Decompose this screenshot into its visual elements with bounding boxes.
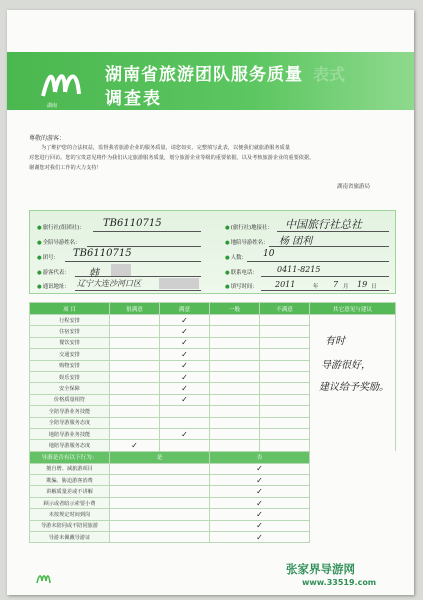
rating-cell[interactable]: [210, 337, 260, 348]
rating-cell[interactable]: [260, 406, 310, 417]
redaction-block: [159, 278, 199, 289]
local-guide-value[interactable]: 杨 团利: [279, 236, 313, 247]
check-mark-icon: ✓: [256, 464, 263, 474]
date-year[interactable]: 2011: [275, 280, 296, 289]
rating-cell[interactable]: [210, 349, 260, 360]
tour-no-value[interactable]: TB6110715: [103, 218, 162, 229]
row-item-label: 交通安排: [30, 349, 110, 360]
check-mark-icon: ✓: [131, 440, 138, 450]
rating-cell[interactable]: [210, 428, 260, 439]
check-mark-icon: ✓: [181, 338, 188, 348]
rating-cell[interactable]: [260, 383, 310, 394]
group-no-label: ●团号：: [37, 255, 59, 261]
rating-cell[interactable]: [260, 315, 310, 326]
table-row: [30, 520, 396, 531]
page-title: 湖南省旅游团队服务质量: [105, 65, 303, 85]
survey-form-sheet: [7, 10, 414, 595]
check-mark-icon: ✓: [181, 372, 188, 382]
answer-yes-cell[interactable]: [110, 497, 210, 508]
letter-body: [29, 143, 389, 173]
section2-yes-header: 是: [110, 451, 210, 463]
blank-cell: [310, 497, 396, 508]
table-header-row: [30, 303, 396, 315]
date-month[interactable]: 7: [333, 280, 339, 289]
behavior-item-label: 导游未陪同或不陪同旅游: [30, 520, 110, 531]
tour-no-label: ●旅行社(组团社)：: [37, 225, 85, 231]
comment-cell[interactable]: [310, 417, 396, 428]
agency-label: ●(旅行社)地接社：: [225, 225, 273, 231]
redaction-block: [111, 264, 131, 276]
rating-cell[interactable]: [260, 326, 310, 337]
rating-cell[interactable]: [160, 360, 210, 371]
answer-no-cell[interactable]: [210, 475, 310, 486]
table-row: [30, 463, 396, 474]
blank-cell: [310, 486, 396, 497]
answer-no-cell[interactable]: [210, 520, 310, 531]
row-item-label: 餐饮安排: [30, 337, 110, 348]
date-line: [261, 290, 389, 291]
comment-line-2[interactable]: 导游很好，: [321, 360, 371, 371]
row-item-label: 安全保障: [30, 383, 110, 394]
phone-label: ●联系电话：: [225, 270, 258, 276]
answer-yes-cell[interactable]: [110, 463, 210, 474]
rating-cell[interactable]: [160, 440, 210, 451]
rating-cell[interactable]: [110, 326, 160, 337]
rating-cell[interactable]: [160, 383, 210, 394]
table-row: [30, 532, 396, 543]
rating-cell[interactable]: [110, 371, 160, 382]
rating-cell[interactable]: [210, 315, 260, 326]
footer-site-name: 张家界导游网: [286, 562, 355, 576]
table-row: [30, 428, 396, 439]
check-mark-icon: ✓: [181, 315, 188, 325]
check-mark-icon: ✓: [181, 349, 188, 359]
behavior-item-label: 欺骗、胁迫游客消费: [30, 475, 110, 486]
col-header-item: 项 目: [30, 303, 110, 315]
row-item-label: 全陪导游业务技能: [30, 406, 110, 417]
behavior-item-label: 顾示或者暗示索要小费: [30, 497, 110, 508]
rating-cell[interactable]: [160, 326, 210, 337]
date-label: ●填写时间：: [225, 284, 258, 290]
check-mark-icon: ✓: [256, 521, 263, 531]
rating-cell[interactable]: [210, 440, 260, 451]
rating-cell[interactable]: [110, 349, 160, 360]
rating-cell[interactable]: [110, 315, 160, 326]
rep-name-value[interactable]: 韩: [89, 268, 99, 279]
letter-line-1: 为了维护您的合法权益，监督我省旅游企业的服务质量，请您如实、完整填写此表，以便我们就旅游服务质量: [41, 145, 291, 151]
row-item-label: 住宿安排: [30, 326, 110, 337]
rating-cell[interactable]: [210, 371, 260, 382]
guide-name-line: [87, 246, 201, 247]
letter-signoff: 湖南省旅游局: [337, 184, 371, 190]
rating-cell[interactable]: [210, 326, 260, 337]
guide-name-label: ●全陪导游姓名：: [37, 240, 81, 246]
rating-cell[interactable]: [160, 417, 210, 428]
letter-greeting: 尊敬的游客：: [29, 135, 66, 142]
row-item-label: 地陪导游服务态度: [30, 440, 110, 451]
group-no-line: [65, 261, 201, 262]
check-mark-icon: ✓: [181, 384, 188, 394]
table-row: [30, 417, 396, 428]
answer-no-cell[interactable]: [210, 497, 310, 508]
answer-no-cell[interactable]: [210, 509, 310, 520]
behavior-item-label: 讲解质量差或不讲解: [30, 486, 110, 497]
blank-cell: [310, 520, 396, 531]
phone-value[interactable]: 0411-8215: [277, 265, 321, 274]
answer-no-cell[interactable]: [210, 463, 310, 474]
rating-cell[interactable]: [160, 428, 210, 439]
section2-header-row: [30, 451, 396, 463]
col-header-comments: 其它意见与建议: [310, 303, 396, 315]
row-item-label: 行程安排: [30, 315, 110, 326]
behavior-item-label: 未按规定时间到岗: [30, 509, 110, 520]
section2-no-header: 否: [210, 451, 310, 463]
check-mark-icon: ✓: [256, 487, 263, 497]
answer-yes-cell[interactable]: [110, 532, 210, 543]
rating-cell[interactable]: [110, 360, 160, 371]
rating-cell[interactable]: [210, 394, 260, 405]
comment-cell[interactable]: [310, 406, 396, 417]
rating-cell[interactable]: [160, 394, 210, 405]
address-value[interactable]: 辽宁大连沙河口区: [77, 279, 141, 288]
headcount-line: [247, 261, 389, 262]
rating-cell[interactable]: [110, 417, 160, 428]
phone-line: [261, 276, 389, 277]
local-guide-label: ●地陪导游姓名：: [225, 240, 269, 246]
blank-cell: [310, 532, 396, 543]
comment-cell[interactable]: [310, 394, 396, 405]
row-item-label: 地陪导游业务技能: [30, 428, 110, 439]
date-day-unit: 日: [371, 284, 377, 290]
rating-cell[interactable]: [260, 360, 310, 371]
headcount-value[interactable]: 10: [263, 249, 275, 259]
rating-cell[interactable]: [210, 383, 260, 394]
rating-cell[interactable]: [210, 417, 260, 428]
group-no-value[interactable]: TB6110715: [73, 248, 132, 259]
comment-line-1[interactable]: 有时: [325, 336, 345, 347]
tour-no-line: [93, 231, 201, 232]
blank-cell: [310, 475, 396, 486]
rating-cell[interactable]: [260, 371, 310, 382]
agency-value[interactable]: 中国旅行社总社: [285, 218, 362, 231]
comment-line-3[interactable]: 建议给予奖励。: [319, 382, 389, 393]
col-header-average: 一般: [210, 303, 260, 315]
comment-cell[interactable]: [310, 326, 396, 337]
col-header-very-satisfied: 很满意: [110, 303, 160, 315]
table-row: [30, 406, 396, 417]
check-mark-icon: ✓: [256, 498, 263, 508]
logo-caption: 湖南: [47, 103, 58, 109]
rating-cell[interactable]: [260, 428, 310, 439]
header-watermark: 表式: [313, 65, 346, 84]
answer-yes-cell[interactable]: [110, 475, 210, 486]
table-row: [30, 440, 396, 451]
section2-blank: [310, 451, 396, 463]
rating-cell[interactable]: [260, 394, 310, 405]
rating-cell[interactable]: [160, 337, 210, 348]
table-row: [30, 497, 396, 508]
table-row: [30, 394, 396, 405]
rating-cell[interactable]: [110, 337, 160, 348]
row-item-label: 娱乐安排: [30, 371, 110, 382]
rating-cell[interactable]: [110, 428, 160, 439]
row-item-label: 价格质量相符: [30, 394, 110, 405]
headcount-label: ●人数：: [225, 255, 247, 261]
answer-yes-cell[interactable]: [110, 486, 210, 497]
behavior-item-label: 导游未佩戴导游证: [30, 532, 110, 543]
check-mark-icon: ✓: [256, 475, 263, 485]
check-mark-icon: ✓: [256, 532, 263, 542]
date-day[interactable]: 19: [357, 280, 368, 289]
rep-name-label: ●游客代表：: [37, 270, 70, 276]
check-mark-icon: ✓: [181, 429, 188, 439]
col-header-satisfied: 满意: [160, 303, 210, 315]
rating-cell[interactable]: [260, 417, 310, 428]
rating-cell[interactable]: [110, 394, 160, 405]
rating-cell[interactable]: [160, 315, 210, 326]
comment-cell[interactable]: [310, 337, 396, 348]
rating-cell[interactable]: [260, 440, 310, 451]
address-line: [75, 290, 201, 291]
hunan-logo-icon: [39, 62, 83, 106]
rating-cell[interactable]: [110, 440, 160, 451]
row-item-label: 购物安排: [30, 360, 110, 371]
blank-cell: [310, 509, 396, 520]
table-row: [30, 486, 396, 497]
rating-cell[interactable]: [260, 337, 310, 348]
comment-cell[interactable]: [310, 428, 396, 439]
date-month-unit: 月: [343, 284, 349, 290]
section2-header: 导游是否有以下行为：: [30, 451, 110, 463]
page-subtitle: 调查表: [105, 89, 162, 109]
rating-cell[interactable]: [260, 349, 310, 360]
table-row: [30, 509, 396, 520]
date-year-unit: 年: [313, 284, 319, 290]
rating-cell[interactable]: [210, 406, 260, 417]
table-row: [30, 475, 396, 486]
bottom-logo-icon: [35, 570, 51, 586]
row-item-label: 全陪导游服务态度: [30, 417, 110, 428]
footer-site-url[interactable]: www.33519.com: [302, 578, 377, 587]
answer-yes-cell[interactable]: [110, 509, 210, 520]
rating-cell[interactable]: [160, 349, 210, 360]
rating-cell[interactable]: [160, 371, 210, 382]
rating-cell[interactable]: [110, 406, 160, 417]
rating-cell[interactable]: [210, 360, 260, 371]
check-mark-icon: ✓: [256, 509, 263, 519]
rating-cell[interactable]: [110, 383, 160, 394]
answer-yes-cell[interactable]: [110, 520, 210, 531]
table-row: [30, 315, 396, 326]
answer-no-cell[interactable]: [210, 532, 310, 543]
rating-cell[interactable]: [160, 406, 210, 417]
comment-cell[interactable]: [310, 315, 396, 326]
behavior-item-label: 擅自增、减旅游项目: [30, 463, 110, 474]
letter-line-2: 对您进行回访。您的宝贵意见将作为我们认定旅游服务质量，划分旅游企业等级的重要依据。以及考核旅游企业的重要依据，: [29, 155, 315, 161]
blank-cell: [310, 463, 396, 474]
letter-line-3: 谢谢您对我们工作的大力支持！: [29, 165, 102, 171]
check-mark-icon: ✓: [181, 327, 188, 337]
address-label: ●通讯地址：: [37, 284, 70, 290]
answer-no-cell[interactable]: [210, 486, 310, 497]
col-header-unsatisfied: 不满意: [260, 303, 310, 315]
comment-cell[interactable]: [310, 440, 396, 451]
check-mark-icon: ✓: [181, 361, 188, 371]
check-mark-icon: ✓: [181, 395, 188, 405]
